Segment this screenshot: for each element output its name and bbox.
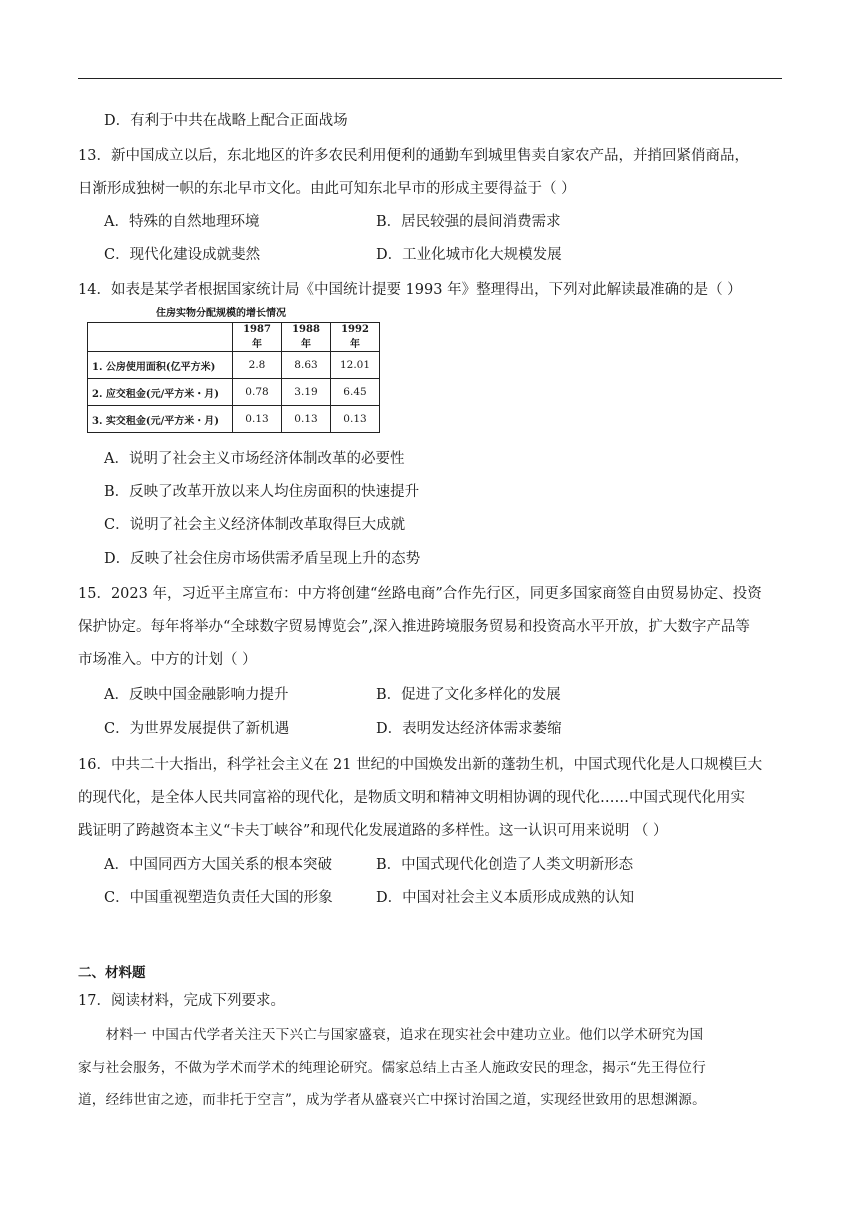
- q15-option-a: A．反映中国金融影响力提升: [104, 687, 289, 703]
- q17-stem: 17．阅读材料，完成下列要求。: [78, 993, 285, 1009]
- q13-stem-line2: 日渐形成独树一帜的东北早市文化。由此可知东北早市的形成主要得益于（ ）: [78, 181, 576, 197]
- table-cell: 2.8: [233, 352, 282, 379]
- table-cell: 0.13: [331, 406, 380, 433]
- header-rule: [78, 78, 782, 79]
- section-title: 二、材料题: [78, 965, 146, 981]
- table-cell: 12.01: [331, 352, 380, 379]
- q17-material-line2: 家与社会服务，不做为学术而学术的纯理论研究。儒家总结上古圣人施政安民的理念，揭示“先王得位行: [78, 1060, 706, 1076]
- q13-option-d: D．工业化城市化大规模发展: [376, 247, 562, 263]
- table-header-cell: [88, 323, 233, 352]
- q12-option-d: D．有利于中共在战略上配合正面战场: [104, 113, 348, 129]
- table-cell: 3.19: [282, 379, 331, 406]
- q14-option-b: B．反映了改革开放以来人均住房面积的快速提升: [104, 484, 420, 500]
- q15-option-c: C．为世界发展提供了新机遇: [104, 721, 290, 737]
- table-row: [88, 379, 380, 406]
- q14-option-d: D．反映了社会住房市场供需矛盾呈现上升的态势: [104, 551, 421, 567]
- housing-table: [87, 322, 380, 433]
- q13-option-b: B．居民较强的晨间消费需求: [376, 214, 561, 230]
- table-cell: 3. 实交租金(元/平方米・月): [88, 406, 233, 433]
- q13-stem-line1: 13．新中国成立以后，东北地区的许多农民利用便利的通勤车到城里售卖自家农产品，并捎回紧俏商品，: [78, 148, 749, 164]
- table-cell: 0.78: [233, 379, 282, 406]
- table-header-cell: 1988 年: [282, 323, 331, 352]
- q15-stem-line2: 保护协定。每年将举办“全球数字贸易博览会”,深入推进跨境服务贸易和投资高水平开放，扩大数字产品等: [78, 619, 750, 635]
- table-header-cell: 1987 年: [233, 323, 282, 352]
- q15-option-d: D．表明发达经济体需求萎缩: [376, 721, 562, 737]
- q13-option-c: C．现代化建设成就斐然: [104, 247, 261, 263]
- table-cell: 0.13: [282, 406, 331, 433]
- table-header-row: [88, 323, 380, 352]
- table-cell: 1. 公房使用面积(亿平方米): [88, 352, 233, 379]
- q16-option-c: C．中国重视塑造负责任大国的形象: [104, 890, 333, 906]
- q16-option-d: D．中国对社会主义本质形成成熟的认知: [376, 890, 635, 906]
- q16-stem-line2: 的现代化，是全体人民共同富裕的现代化，是物质文明和精神文明相协调的现代化……中国式现代化用实: [78, 790, 745, 806]
- table-caption: 住房实物分配规模的增长情况: [156, 308, 286, 319]
- q15-stem-line1: 15．2023 年，习近平主席宣布：中方将创建“丝路电商”合作先行区，同更多国家商签自由贸易协定、投资: [78, 586, 762, 602]
- q16-option-b: B．中国式现代化创造了人类文明新形态: [376, 857, 634, 873]
- table-cell: 6.45: [331, 379, 380, 406]
- q17-material-line3: 道，经纬世宙之迹，而非托于空言”，成为学者从盛衰兴亡中探讨治国之道，实现经世致用的思想渊源。: [78, 1092, 706, 1108]
- q16-stem-line1: 16．中共二十大指出，科学社会主义在 21 世纪的中国焕发出新的蓬勃生机，中国式现代化是人口规模巨大: [78, 757, 763, 773]
- q14-stem: 14．如表是某学者根据国家统计局《中国统计提要 1993 年》整理得出，下列对此解读最准确的是（ ）: [78, 282, 742, 298]
- q17-material-line1: 材料一 中国古代学者关注天下兴亡与国家盛衰，追求在现实社会中建功立业。他们以学术研究为国: [78, 1027, 704, 1043]
- table-cell: 0.13: [233, 406, 282, 433]
- q14-option-a: A．说明了社会主义市场经济体制改革的必要性: [104, 451, 405, 467]
- q13-option-a: A．特殊的自然地理环境: [104, 214, 260, 230]
- q15-stem-line3: 市场准入。中方的计划（ ）: [78, 652, 257, 668]
- table-row: [88, 406, 380, 433]
- table-row: [88, 352, 380, 379]
- q14-option-c: C．说明了社会主义经济体制改革取得巨大成就: [104, 517, 406, 533]
- table-header-cell: 1992 年: [331, 323, 380, 352]
- table-cell: 8.63: [282, 352, 331, 379]
- q16-option-a: A．中国同西方大国关系的根本突破: [104, 857, 332, 873]
- table-cell: 2. 应交租金(元/平方米・月): [88, 379, 233, 406]
- q16-stem-line3: 践证明了跨越资本主义“卡夫丁峡谷”和现代化发展道路的多样性。这一认识可用来说明 （ ）: [78, 823, 668, 839]
- q15-option-b: B．促进了文化多样化的发展: [376, 687, 561, 703]
